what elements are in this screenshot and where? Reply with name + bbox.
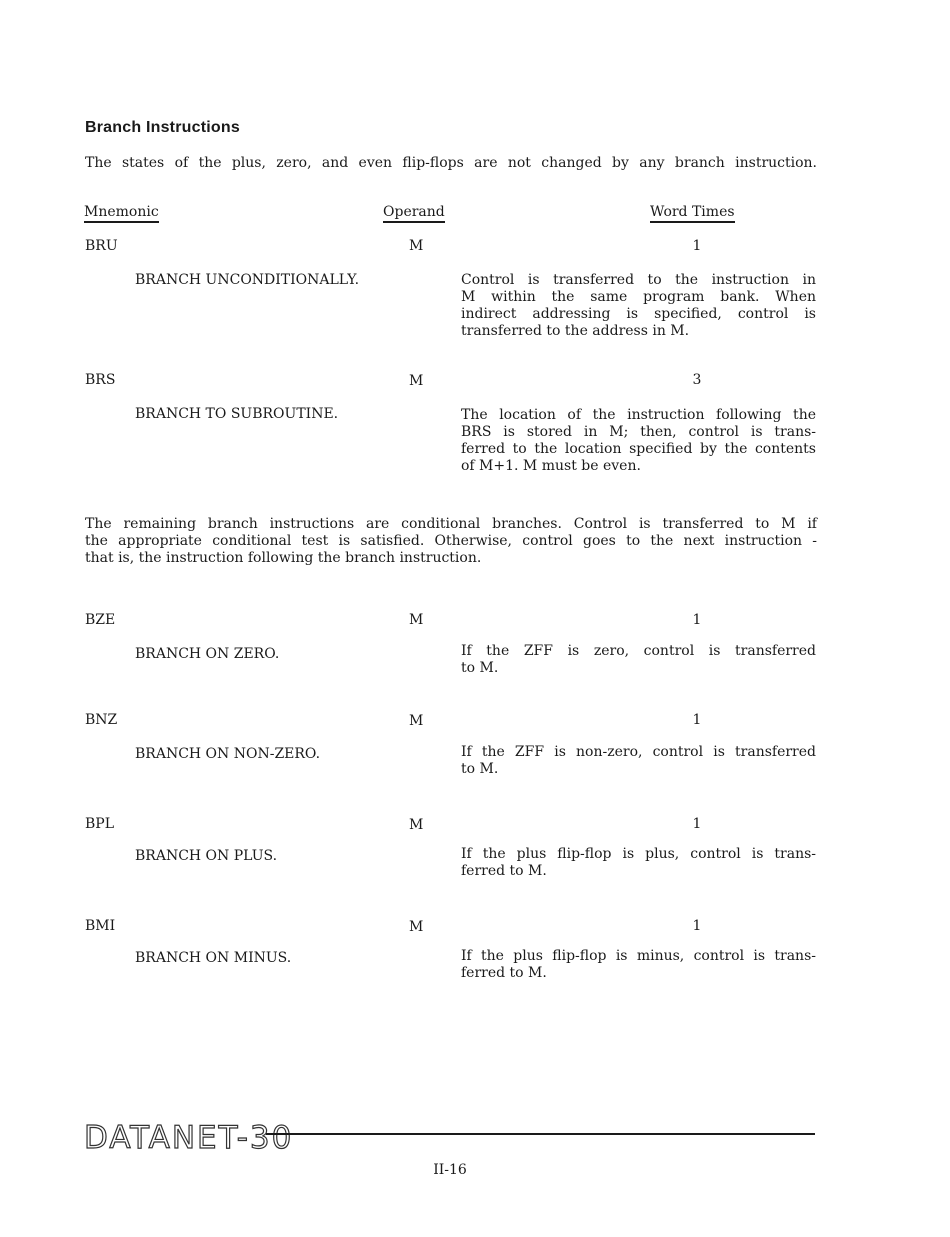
description-line: BRS is stored in M; then, control is trans-	[461, 424, 816, 440]
description-line: ferred to M.	[461, 863, 547, 879]
instruction-operand: M	[409, 612, 424, 628]
description-line: The location of the instruction following the	[461, 407, 816, 423]
description-line: If the plus flip-flop is minus, control is trans-	[461, 948, 816, 964]
paragraph-line: the appropriate conditional test is satisfied. Otherwise, control goes to the next instruction -	[85, 533, 817, 549]
instruction-word-times: 1	[692, 612, 702, 628]
instruction-name: BRANCH UNCONDITIONALLY.	[135, 272, 360, 288]
instruction-mnemonic: BZE	[85, 612, 116, 628]
instruction-mnemonic: BMI	[85, 918, 116, 934]
description-line: to M.	[461, 761, 499, 777]
description-line: ferred to M.	[461, 965, 547, 981]
description-line: If the ZFF is zero, control is transferred	[461, 643, 816, 659]
conditional-branches-paragraph	[85, 516, 817, 567]
page-number: II-16	[433, 1162, 467, 1178]
instruction-word-times: 1	[692, 238, 702, 254]
instruction-name: BRANCH ON NON-ZERO.	[135, 746, 321, 762]
instruction-description	[461, 744, 816, 778]
instruction-operand: M	[409, 238, 424, 254]
footer-rule	[266, 1133, 815, 1135]
instruction-operand: M	[409, 919, 424, 935]
instruction-word-times: 3	[692, 372, 702, 388]
instruction-description	[461, 846, 816, 880]
instruction-word-times: 1	[692, 816, 702, 832]
instruction-name: BRANCH ON ZERO.	[135, 646, 280, 662]
instruction-name: BRANCH ON PLUS.	[135, 848, 278, 864]
column-header-operand	[383, 204, 445, 223]
description-line: M within the same program bank. When	[461, 289, 816, 305]
instruction-description	[461, 407, 816, 475]
instruction-operand: M	[409, 713, 424, 729]
instruction-operand: M	[409, 373, 424, 389]
description-line: of M+1. M must be even.	[461, 458, 641, 474]
instruction-description	[461, 948, 816, 982]
column-header-operand-label: Operand	[383, 204, 445, 223]
description-line: to M.	[461, 660, 499, 676]
intro-paragraph	[85, 155, 817, 172]
instruction-mnemonic: BPL	[85, 816, 115, 832]
column-header-word-times	[650, 204, 735, 223]
instruction-word-times: 1	[692, 918, 702, 934]
description-line: If the ZFF is non-zero, control is transferred	[461, 744, 816, 760]
column-header-word-times-label: Word Times	[650, 204, 735, 223]
paragraph-line: that is, the instruction following the branch instruction.	[85, 550, 482, 566]
instruction-mnemonic: BRU	[85, 238, 118, 254]
column-header-mnemonic-label: Mnemonic	[84, 204, 159, 223]
instruction-name: BRANCH TO SUBROUTINE.	[135, 406, 339, 422]
description-line: Control is transferred to the instruction in	[461, 272, 816, 288]
intro-text: The states of the plus, zero, and even flip-flops are not changed by any branch instruction.	[85, 155, 817, 171]
column-header-mnemonic	[84, 204, 159, 223]
instruction-description	[461, 643, 816, 677]
datanet-logo: DATANET-30	[84, 1120, 294, 1156]
instruction-name: BRANCH ON MINUS.	[135, 950, 292, 966]
description-line: indirect addressing is specified, control is	[461, 306, 816, 322]
section-title: Branch Instructions	[85, 119, 240, 136]
description-line: transferred to the address in M.	[461, 323, 690, 339]
instruction-description	[461, 272, 816, 340]
instruction-operand: M	[409, 817, 424, 833]
instruction-word-times: 1	[692, 712, 702, 728]
paragraph-line: The remaining branch instructions are conditional branches. Control is transferred to M if	[85, 516, 817, 532]
instruction-mnemonic: BNZ	[85, 712, 118, 728]
description-line: If the plus flip-flop is plus, control is trans-	[461, 846, 816, 862]
instruction-mnemonic: BRS	[85, 372, 116, 388]
description-line: ferred to the location specified by the contents	[461, 441, 816, 457]
